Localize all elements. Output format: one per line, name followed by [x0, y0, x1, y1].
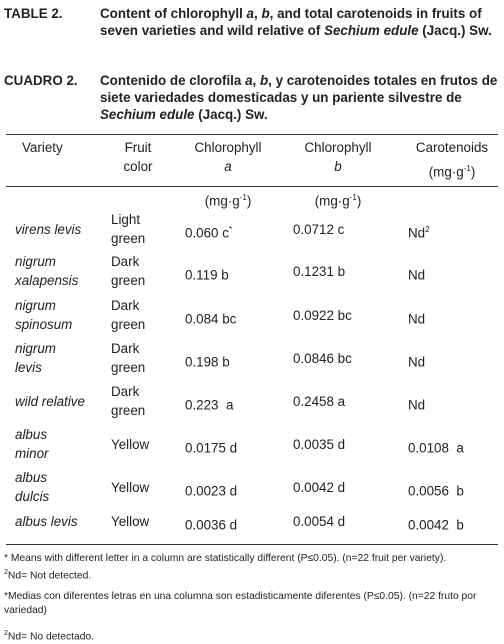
- chlorophyll-a-cell: 0.0023 d: [185, 483, 238, 499]
- caption-spanish: [4, 72, 500, 123]
- chlorophyll-b-cell: 0.0922 bc: [293, 308, 352, 323]
- footnote-en-2: $^2$Nd= Not detected.: [4, 569, 92, 582]
- chlorophyll-b-cell: 0.1231 b: [293, 264, 346, 279]
- fruit-color-cell: Yellow: [111, 480, 150, 495]
- header-chlorophyll-b: Chlorophyll b $(mg\cdot g^{-1})$: [304, 140, 372, 209]
- fruit-color-cell: Yellow: [111, 437, 150, 452]
- carotenoids-cell: Nd: [408, 311, 426, 327]
- header-carotenoids: Carotenoids $(mg\cdot g^{-1})$: [415, 140, 489, 180]
- carotenoids-cell: Nd: [408, 354, 426, 370]
- fruit-color-cell: Dark green: [111, 384, 146, 418]
- carotenoids-cell: 0.0108 a: [408, 440, 464, 456]
- carotenoids-cell: Nd: [408, 397, 426, 413]
- chlorophyll-b-cell: 0.2458 a: [293, 394, 346, 409]
- fruit-color-cell: Yellow: [111, 514, 150, 529]
- carotenoids-cell: Nd$^2$: [408, 225, 430, 241]
- variety-cell: virens levis: [15, 222, 82, 237]
- caption-label: CUADRO 2.: [4, 73, 78, 88]
- variety-cell: nigrum spinosum: [15, 298, 73, 332]
- caption-text: Content of chlorophyll a, b, and total carotenoids in fruits of seven varieties and wild relative of Sechium edule (Jacq.) Sw.: [100, 6, 492, 38]
- chlorophyll-b-cell: 0.0846 bc: [293, 351, 352, 366]
- caption-label: TABLE 2.: [4, 6, 63, 21]
- chlorophyll-a-cell: 0.0036 d: [185, 517, 238, 533]
- carotenoids-cell: Nd: [408, 267, 426, 283]
- chlorophyll-a-cell: 0.0175 d: [185, 440, 238, 456]
- fruit-color-cell: Dark green: [111, 298, 146, 332]
- chlorophyll-a-cell: 0.198 b: [185, 354, 230, 370]
- carotenoids-cell: 0.0042 b: [408, 517, 464, 533]
- table-header-rule: [6, 186, 498, 187]
- footnote-es-1: *Medias con diferentes letras en una columna son estadisticamente diferentes (P≤0.05). (n=22 fruto por variedad): [4, 591, 477, 616]
- chlorophyll-a-cell: 0.084 bc: [185, 311, 237, 327]
- chlorophyll-a-cell: 0.223 a: [185, 397, 234, 413]
- fruit-color-cell: Light green: [111, 212, 146, 246]
- carotenoids-cell: 0.0056 b: [408, 483, 464, 499]
- chlorophyll-b-cell: 0.0035 d: [293, 437, 346, 452]
- table-top-rule: [6, 134, 498, 135]
- chlorophyll-b-cell: 0.0712 c: [293, 222, 345, 237]
- variety-cell: nigrum levis: [15, 341, 56, 375]
- fruit-color-cell: Dark green: [111, 341, 146, 375]
- header-fruit-color: Fruit color: [123, 140, 153, 174]
- variety-cell: albus levis: [15, 514, 78, 529]
- fruit-color-cell: Dark green: [111, 254, 146, 288]
- chlorophyll-a-cell: 0.060 c*: [185, 225, 233, 241]
- chlorophyll-b-cell: 0.0042 d: [293, 480, 346, 495]
- variety-cell: wild relative: [15, 394, 85, 409]
- chlorophyll-a-cell: 0.119 b: [185, 267, 229, 283]
- footnote-es-2: $^2$Nd= No detectado.: [4, 630, 95, 643]
- variety-cell: albus minor: [15, 427, 49, 461]
- caption-english: [4, 5, 500, 39]
- variety-cell: nigrum xalapensis: [15, 254, 79, 288]
- header-chlorophyll-a: Chlorophyll a $(mg\cdot g^{-1})$: [194, 140, 262, 209]
- variety-cell: albus dulcis: [15, 470, 50, 504]
- caption-text: Contenido de clorofila a, b, y carotenoides totales en frutos de siete variedades domesticadas y un pariente silvestre de Sechium edule (Jacq.) Sw.: [100, 73, 498, 122]
- header-variety: Variety: [22, 140, 63, 155]
- table-bottom-rule: [6, 544, 498, 545]
- chlorophyll-b-cell: 0.0054 d: [293, 514, 346, 529]
- footnote-en-1: * Means with different letter in a column are statistically different (P≤0.05). (n=22 fruit per variety).: [4, 553, 447, 564]
